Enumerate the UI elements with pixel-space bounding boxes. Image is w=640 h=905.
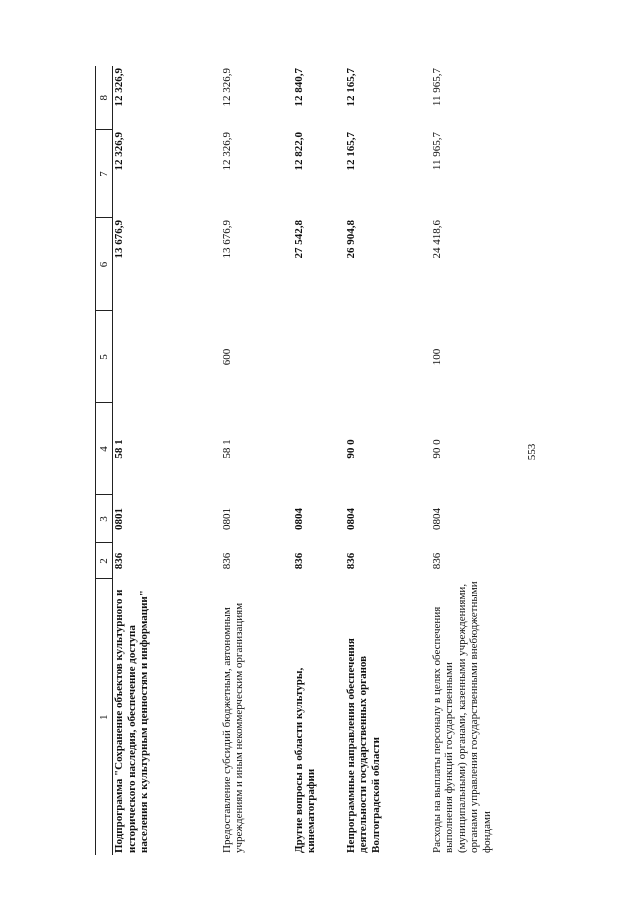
cell-value-7: 12 326,9 xyxy=(113,132,125,171)
cell-target: 90 0 xyxy=(430,439,443,459)
row-name: Расходы на выплаты персоналу в целях обеспечения выполнения функций государственными (муниципальными) органами, казенными учреждениями, органами управления государственными внебюджетными фондами xyxy=(430,581,493,853)
cell-type xyxy=(345,311,431,403)
cell-section: 0804 xyxy=(292,508,305,530)
cell-type: 600 xyxy=(220,348,233,366)
cell-type xyxy=(113,311,221,403)
column-header: 2 xyxy=(96,543,113,579)
cell-value-8: 11 965,7 xyxy=(430,68,443,107)
row-name: Непрограммные направления обеспечения деятельности государственных органов Волгоградской области xyxy=(344,638,382,853)
cell-value-7: 11 965,7 xyxy=(430,132,443,171)
cell-section: 0801 xyxy=(113,508,125,530)
cell-value-8: 12 326,9 xyxy=(113,68,125,107)
cell-ved: 836 xyxy=(344,552,357,570)
cell-value-6: 13 676,9 xyxy=(220,220,233,259)
cell-ved: 836 xyxy=(220,552,233,570)
cell-target: 90 0 xyxy=(344,439,357,459)
cell-type xyxy=(293,311,345,403)
page-number: 553 xyxy=(526,443,538,461)
column-header: 3 xyxy=(96,495,113,543)
column-header: 5 xyxy=(96,311,113,403)
cell-value-6: 13 676,9 xyxy=(113,220,125,259)
cell-value-8: 12 840,7 xyxy=(292,68,305,107)
cell-value-7: 12 165,7 xyxy=(344,132,357,171)
cell-value-6: 24 418,6 xyxy=(430,220,443,259)
cell-value-7: 12 326,9 xyxy=(220,132,233,171)
table-row xyxy=(293,66,345,855)
table-row xyxy=(113,66,221,855)
column-header: 7 xyxy=(96,130,113,218)
cell-value-7: 12 822,0 xyxy=(292,132,305,171)
cell-ved: 836 xyxy=(292,552,305,570)
row-name: Предоставление субсидий бюджетным, автономным учреждениям и иным некоммерческим организациям xyxy=(220,602,245,853)
row-name: Другие вопросы в области культуры, кинематографии xyxy=(292,667,317,853)
cell-value-6: 27 542,8 xyxy=(292,220,305,259)
cell-target: 58 1 xyxy=(113,439,125,459)
cell-value-8: 12 165,7 xyxy=(344,68,357,107)
cell-ved: 836 xyxy=(430,552,443,570)
cell-target: 58 1 xyxy=(220,439,233,459)
cell-section: 0804 xyxy=(344,508,357,530)
cell-target xyxy=(293,403,345,495)
table-row xyxy=(221,66,293,855)
column-header: 1 xyxy=(96,579,113,855)
cell-type: 100 xyxy=(430,348,443,366)
budget-table xyxy=(95,66,561,855)
cell-ved: 836 xyxy=(113,552,125,570)
cell-value-6: 26 904,8 xyxy=(344,220,357,259)
row-name: Подпрограмма "Сохранение объектов культурного и исторического наследия, обеспечение доступа населения к культурным ценностям и информации" xyxy=(113,589,150,853)
column-header: 6 xyxy=(96,218,113,311)
table-row xyxy=(431,66,561,855)
column-header: 8 xyxy=(96,66,113,130)
table-row xyxy=(345,66,431,855)
column-header: 4 xyxy=(96,403,113,495)
cell-section: 0801 xyxy=(220,508,233,530)
cell-section: 0804 xyxy=(430,508,443,530)
cell-value-8: 12 326,9 xyxy=(220,68,233,107)
header-row xyxy=(96,66,113,855)
